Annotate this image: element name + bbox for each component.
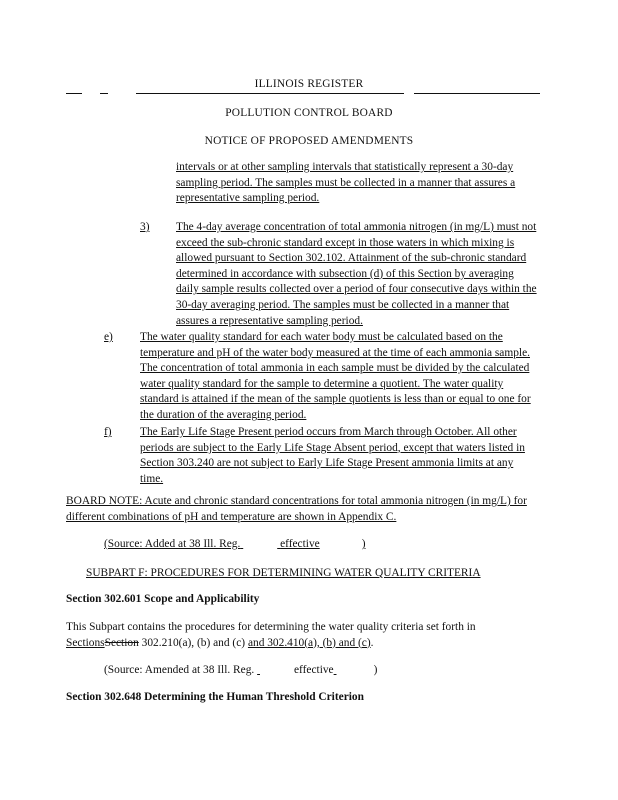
header-rule-left-2 <box>100 93 108 94</box>
agency-name: POLLUTION CONTROL BOARD <box>225 107 393 119</box>
item-3-label: 3) <box>140 221 150 233</box>
section-601-text-a: This Subpart contains the procedures for determining the water quality criteria set forth in <box>66 621 476 633</box>
source-note-2 <box>104 663 377 679</box>
source-note-1 <box>104 537 366 553</box>
header-rule-right <box>414 93 540 94</box>
register-title: ILLINOIS REGISTER <box>254 78 364 90</box>
header-rule-left-1 <box>66 93 82 94</box>
source-1-effective: effective <box>280 538 320 550</box>
item-f-text: The Early Life Stage Present period occurs from March through October. All other periods are subject to the Early Life Stage Absent period, except that waters listed in Section 303.240 are not subject to Early Life Stage Present ammonia limits at any time. <box>140 426 525 485</box>
sections-inserted: Sections <box>66 636 105 649</box>
header-rule-center <box>136 93 404 94</box>
board-note: BOARD NOTE: Acute and chronic standard concentrations for total ammonia nitrogen (in mg/L) for different combinations of pH and temperature are shown in Appendix C. <box>66 495 527 523</box>
item-f-label: f) <box>104 426 112 438</box>
section-302-601-heading: Section 302.601 Scope and Applicability <box>66 593 260 605</box>
item-e-text: The water quality standard for each water body must be calculated based on the temperature and pH of the water body measured at the time of each ammonia sample. The concentration of total ammonia in each sample must be divided by the calculated water quality standard for the sample to determine a quotient. The water quality standard is attained if the mean of the sample quotients is less than or equal to one for the duration of the averaging period. <box>140 331 531 421</box>
continuation-paragraph: intervals or at other sampling intervals that statistically represent a 30-day sampling period. The samples must be collected in a manner that assures a representative sampling period. <box>176 161 516 205</box>
section-601-inserted: and 302.410(a), (b) and (c) <box>247 636 371 649</box>
subpart-f-heading: SUBPART F: PROCEDURES FOR DETERMINING WATER QUALITY CRITERIA <box>86 567 481 579</box>
section-302-648-heading: Section 302.648 Determining the Human Threshold Criterion <box>66 691 364 703</box>
source-2-effective: effective <box>293 664 334 676</box>
section-302-601-text <box>66 620 538 651</box>
item-e-label: e) <box>104 331 113 343</box>
section-deleted: Section <box>104 636 139 649</box>
section-601-text-b: 302.210(a), (b) and (c) <box>141 636 246 649</box>
source-2-prefix: (Source: Amended at 38 Ill. Reg. <box>104 664 255 676</box>
item-3-text: The 4-day average concentration of total ammonia nitrogen (in mg/L) must not exceed the sub-chronic standard except in those waters in which mixing is allowed pursuant to Section 302.102. Attainment of the sub-chronic standard determined in accordance with subsection (d) of this Section by averaging daily sample results collected over a period of four consecutive days within the 30-day averaging period. The samples must be collected in a manner that assures a representative sampling period. <box>176 221 537 327</box>
notice-title: NOTICE OF PROPOSED AMENDMENTS <box>204 135 414 147</box>
source-1-prefix: (Source: Added at 38 Ill. Reg. <box>104 538 241 550</box>
section-601-end: . <box>370 636 374 649</box>
source-1-close: ) <box>361 538 366 550</box>
source-2-close: ) <box>373 664 378 676</box>
